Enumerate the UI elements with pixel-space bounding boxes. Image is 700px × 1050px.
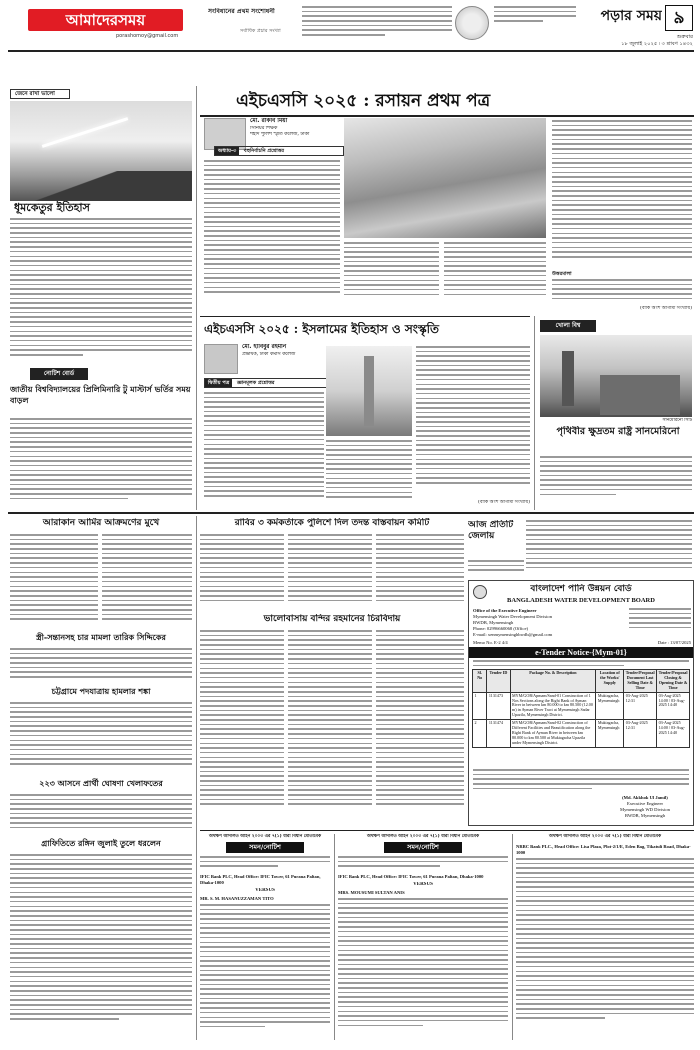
col-loc: Location of the Works/ Supply: [596, 670, 624, 693]
chemistry-questions-col-2: [344, 242, 439, 302]
tender-intro: [473, 660, 689, 668]
tender-table-header: [473, 670, 690, 693]
chemistry-questions-col-1: [204, 160, 340, 302]
news-body-4c: [376, 630, 464, 822]
news-body-3b: [468, 560, 524, 574]
notice-label-text: নোটিশ বোর্ড: [43, 370, 75, 377]
chemistry-continued: (বাকি অংশ আগামী সংখ্যায়): [639, 306, 692, 311]
tender-memo: Memo No. E-2 4/4: [473, 640, 508, 645]
cell-id: 1131474: [487, 720, 510, 748]
news-body-1: [10, 534, 98, 628]
news-body-7: [10, 794, 192, 834]
world-label-text: খোলা বিশ্ব: [555, 322, 581, 329]
article-title: ধূমকেতুর ইতিহাস: [14, 201, 90, 214]
news-h1: আরাকান আর্মির আক্রমণের মুখে: [42, 518, 160, 528]
summons-b-case: [338, 856, 508, 872]
chemistry-author-title: সিনিয়র শিক্ষক: [250, 126, 278, 131]
col-id: Tender ID: [487, 670, 510, 693]
summons-c-bank: NRBC Bank PLC., Head Office: Lisa Plaza, Plot-2/1/E, Eden Bag, Tikatuli Road, Dhaka-1000: [516, 844, 691, 855]
legal-rule: [200, 830, 694, 831]
chemistry-rule: [200, 115, 694, 117]
masthead-quote: [494, 6, 576, 36]
news-body-1b: [102, 534, 192, 628]
photo-caption: সানমেরিনো সিটি: [662, 418, 692, 423]
notice-body: [10, 418, 192, 506]
comet-tail: [42, 117, 129, 148]
column-rule-left: [196, 86, 197, 510]
top-blurb: সংবিধানের প্রথম সংশোধনী: [208, 8, 275, 15]
news-h8: গ্রাফিতিতে রঙ্গিন জুলাই তুলে ধরলেন: [41, 838, 161, 848]
logo: [28, 9, 183, 31]
news-body-2b: [288, 534, 372, 610]
islamic-author-title: প্রভাষক, ঢাকা কমার্স কলেজ: [242, 352, 296, 357]
comet-photo: [10, 101, 192, 201]
minaret-shape: [364, 356, 374, 426]
tender-date: Date : 13/07/2025: [657, 640, 691, 645]
mountain-shape: [10, 171, 192, 201]
summons-a-case: [200, 856, 330, 872]
summons-b-note: অর্থঋণ আদালত আইন ২০০৩ এর ৭(১) ধারা বিধান মোতাবেক: [366, 834, 480, 839]
tender-signer: (Md. Akkhok Ul Jamil): [622, 795, 668, 800]
page-number: ৯: [673, 8, 685, 28]
section-label: [10, 89, 70, 99]
summons-a-bank: IFIC Bank PLC, Head Office: IFIC Tower, 61 Purana Paltan, Dhaka-1000: [200, 874, 321, 885]
section-label-text: জেনে রাখা ভালো: [15, 91, 55, 97]
islamic-paper-tag-label: দ্বিতীয় পত্র: [205, 379, 232, 387]
summons-b: [338, 834, 508, 1042]
cell-loc: Muktagacha, Mymensingh: [596, 720, 624, 748]
summons-b-body: [338, 898, 508, 1038]
san-marino-photo: [540, 335, 692, 417]
masthead-rule: [8, 50, 694, 52]
cell-loc: Muktagacha, Mymensingh: [596, 692, 624, 720]
summons-b-title: সমন/নোটিশ: [407, 843, 439, 851]
news-body-2c: [376, 534, 464, 610]
chapter-tag-sub: বহুনির্বাচনি প্রশ্নোত্তর: [243, 148, 285, 154]
news-h5: স্ত্রী-সন্তানসহ চার মামলা তারিক সিদ্দিকের: [36, 632, 166, 642]
world-title: পৃথিবীর ক্ষুদ্রতম রাষ্ট্র সানমেরিনো: [556, 426, 680, 437]
tender-signer-office: Mymensingh WD Division: [620, 807, 670, 812]
islamic-author: মো. হাবিবুর রহমান: [242, 344, 287, 350]
mosque-photo: [326, 346, 412, 436]
cell-close: 03-Aug-2025 14:00 / 03-Aug-2025 14:40: [657, 692, 690, 720]
notice-label: [30, 368, 88, 380]
masthead-brief: [302, 6, 452, 44]
world-rule: [534, 316, 535, 510]
cell-id: 1131473: [487, 692, 510, 720]
tender-phone: Phone: 02996660068 (Office): [473, 626, 529, 631]
news-body-6: [10, 702, 192, 772]
tender-signer-title: Executive Engineer: [626, 801, 664, 806]
news-h6: চট্টগ্রামে পদযাত্রায় হামলার শঙ্কা: [51, 686, 151, 696]
tender-table-wrap: [472, 669, 690, 765]
comet-article-body: [10, 218, 192, 364]
chemistry-author-org: শহীদ পুলিশ স্মৃতি কলেজ, ঢাকা: [250, 132, 310, 137]
summons-a-versus: VERSUS: [255, 888, 275, 893]
answers-grid: [552, 279, 692, 307]
tender-notice: [468, 580, 694, 826]
chapter-tag: [214, 146, 344, 156]
news-body-4a: [200, 630, 284, 822]
tender-org-bn: বাংলাদেশ পানি উন্নয়ন বোর্ড: [530, 584, 632, 594]
islamic-continued: (বাকি অংশ আগামী সংখ্যায়): [477, 500, 530, 505]
chemistry-author: মো. রাকীব মিয়া: [250, 118, 288, 124]
news-body-3: [526, 520, 692, 574]
islamic-author-photo: [204, 344, 238, 374]
summons-a-body: [200, 904, 330, 1038]
notice-headline: জাতীয় বিশ্ববিদ্যালয়ের প্রিলিমিনারি টু মাস্টার্স ভর্তির সময় বাড়ল: [10, 384, 191, 405]
cell-desc: MYM/GOB/Apmam/Sand-02 Construction of Different Facilities and Beautification along the Right Bank of Ayman River in between km 80.000 to km 80.500 at Muktagacha Upazila under Mymensingh District.: [510, 720, 596, 748]
news-body-5: [10, 648, 192, 682]
col-close: Tender/Proposal Closing & Opening Date & Time: [657, 670, 690, 693]
tender-location: BWDB, Mymensingh: [473, 620, 514, 625]
islamic-questions-col-1: [204, 392, 324, 506]
seal-icon: [455, 6, 489, 40]
chemistry-questions-col-4: [552, 120, 692, 268]
news-h4: ভালোবাসায় বন্দির রহমানের চিরবিদায়: [263, 614, 401, 624]
summons-b-versus: VERSUS: [413, 882, 433, 887]
mid-rule: [8, 512, 694, 514]
summons-b-title-bar: [384, 842, 462, 853]
table-row: [473, 692, 690, 720]
news-body-8: [10, 854, 192, 1040]
tender-signer-loc: BWDB, Mymensingh: [624, 813, 666, 818]
islamic-questions-col-3: [416, 346, 530, 496]
email: porashomoy@gmail.com: [116, 33, 179, 39]
chapter-tag-label: অধ্যায়-৩: [215, 147, 239, 155]
islamic-rule-top: [200, 316, 530, 317]
summons-a-note: অর্থঋণ আদালত আইন ২০০৩ এর ৭(১) ধারা বিধান মোতাবেক: [208, 834, 322, 839]
date: ১৮ জুলাই ২০২৫ ৷ ৩ শ্রাবণ ১৪৩২: [621, 41, 693, 47]
islamic-paper-tag-sub: জ্ঞানমূলক প্রশ্নোত্তর: [236, 380, 275, 386]
logo-text: আমাদেরসময়: [65, 11, 146, 29]
cell-sell: 03-Aug-2025 12:31: [624, 692, 657, 720]
tagline: সর্বাধিক প্রচার সংখ্যা: [240, 28, 281, 34]
bwdb-logo-icon: [473, 585, 487, 599]
tender-terms: [473, 769, 689, 791]
summons-c-note: অর্থঋণ আদালত আইন ২০০৩ এর ৭(১) ধারা বিধান মোতাবেক: [548, 834, 662, 839]
masthead: [0, 0, 700, 48]
summons-b-bank: IFIC Bank PLC, Head Office: IFIC Tower, 61 Purana Paltan, Dhaka-1000: [338, 874, 484, 879]
tower-shape: [562, 351, 574, 406]
page-title: পড়ার সময়: [600, 8, 662, 24]
col-sl: Sl. No: [473, 670, 487, 693]
summons-a-defendant: MR. S. M. HASANUZZAMAN TITO: [200, 896, 274, 901]
news-body-2a: [200, 534, 284, 610]
news-h2: রাবির ৩ কর্মকর্তাকে পুলিশে দিল তদন্ত বাস্তবায়ন কমিটি: [234, 518, 430, 528]
col-desc: Package No. & Description: [510, 670, 596, 693]
islamic-questions-col-2: [326, 440, 412, 506]
summons-c: [516, 834, 694, 1042]
tender-org-en: BANGLADESH WATER DEVELOPMENT BOARD: [507, 597, 655, 604]
cell-desc: MYM/GOB/Apmam/Sand-01 Construction of 1 Nos Sections along the Right Bank of Ayman River in between km 80.000 to km 80.500 (12.00 m) in Ayman River Tract at Mymensingh Sadar Upazila, Mymensingh District.: [510, 692, 596, 720]
news-h3: আজ প্রতিটি জেলায়: [468, 520, 514, 541]
cell-sl: 2: [473, 720, 487, 748]
students-photo: [344, 118, 546, 238]
islamic-headline: এইচএসসি ২০২৫ : ইসলামের ইতিহাস ও সংস্কৃতি: [204, 322, 440, 336]
legal-sep-1: [334, 834, 335, 1040]
column-rule-news: [196, 516, 197, 1040]
cell-sl: 1: [473, 692, 487, 720]
summons-a-title: সমন/নোটিশ: [249, 843, 281, 851]
col-sell: Tender/Proposal Document Last Selling Date & Time: [624, 670, 657, 693]
tender-office: Office of the Executive Engineer: [473, 608, 537, 613]
building-shape: [600, 375, 680, 415]
tender-title: e-Tender Notice-{Mym-01}: [535, 648, 627, 657]
chemistry-headline: এইচএসসি ২০২৫ : রসায়ন প্রথম পত্র: [236, 91, 491, 111]
summons-b-defendant: MRS. MOUSUMI SULTAN ANIS: [338, 890, 405, 895]
legal-sep-2: [512, 834, 513, 1040]
world-label: [540, 320, 596, 332]
summons-a: [200, 834, 330, 1042]
tender-title-bar: [469, 647, 693, 658]
world-body: [540, 456, 692, 508]
page-number-box: [665, 5, 693, 31]
tender-office-bn: [629, 608, 691, 634]
summons-c-body: [516, 858, 694, 1038]
news-body-4b: [288, 630, 372, 822]
chemistry-questions-col-3: [444, 242, 546, 302]
islamic-paper-tag: [204, 378, 334, 388]
table-row: [473, 720, 690, 748]
cell-close: 03-Aug-2025 14:00 / 03-Aug-2025 14:40: [657, 720, 690, 748]
tender-division: Mymensingh Water Development Division: [473, 614, 553, 619]
answers-label: উত্তরমালা: [552, 271, 572, 277]
tender-table: [472, 669, 690, 748]
tender-email[interactable]: E-mail: xenmymensinghbwdb@gmail.com: [473, 632, 553, 637]
cell-sell: 03-Aug-2025 12:31: [624, 720, 657, 748]
day: শুক্রবার: [676, 34, 693, 40]
summons-a-title-bar: [226, 842, 304, 853]
news-h7: ২২৩ আসনে প্রার্থী ঘোষণা খেলাফতের: [39, 778, 163, 788]
